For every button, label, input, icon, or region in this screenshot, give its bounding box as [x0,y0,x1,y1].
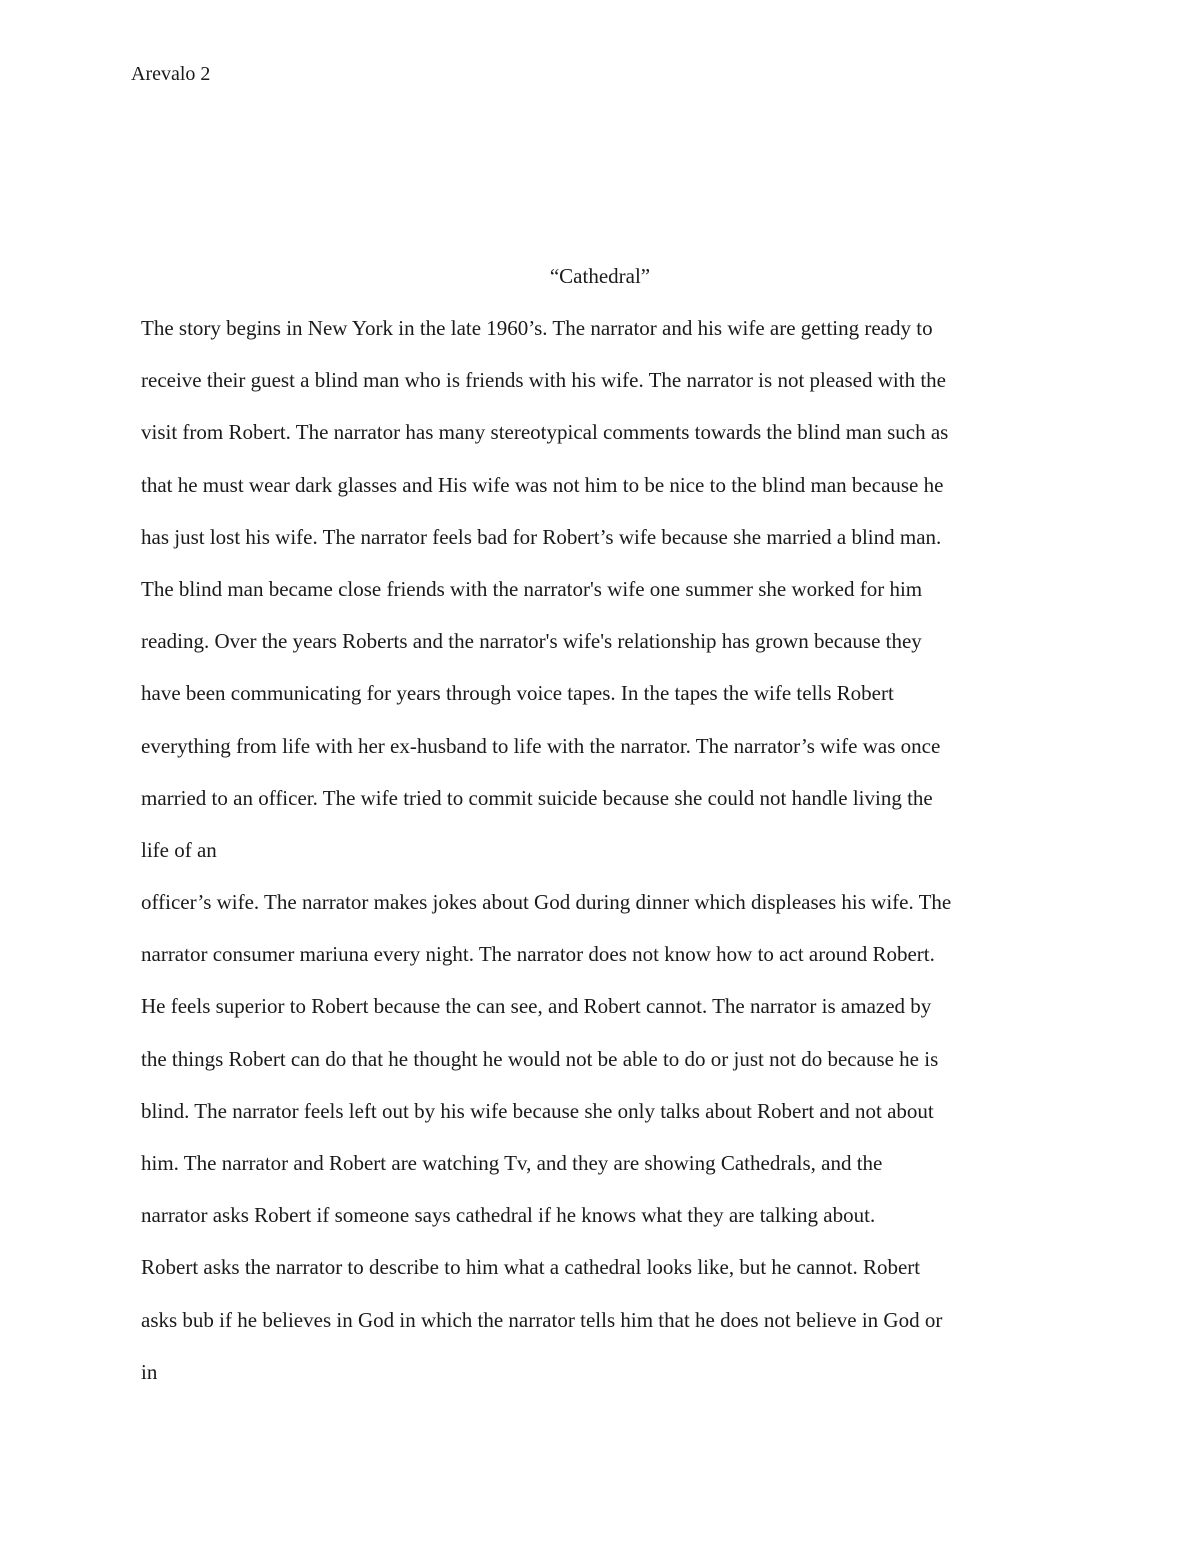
text-line: narrator asks Robert if someone says cathedral if he knows what they are talking about. [141,1203,876,1228]
text-line: in [141,1359,158,1384]
text-line: has just lost his wife. The narrator feels bad for Robert’s wife because she married a blind man. [141,524,942,549]
text-line: blind. The narrator feels left out by his wife because she only talks about Robert and not about [141,1098,934,1123]
running-header: Arevalo 2 [131,63,211,85]
text-line: Robert asks the narrator to describe to him what a cathedral looks like, but he cannot. Robert [141,1255,921,1280]
text-line: visit from Robert. The narrator has many stereotypical comments towards the blind man such as [141,420,949,445]
text-line: that he must wear dark glasses and His wife was not him to be nice to the blind man because he [141,472,944,497]
text-line: asks bub if he believes in God in which the narrator tells him that he does not believe in God or [141,1307,943,1332]
text-line: The blind man became close friends with the narrator's wife one summer she worked for him [141,576,923,601]
text-line: reading. Over the years Roberts and the narrator's wife's relationship has grown because they [141,629,922,654]
text-line: everything from life with her ex-husband to life with the narrator. The narrator’s wife was once [141,733,941,758]
text-line: narrator consumer mariuna every night. The narrator does not know how to act around Robert. [141,942,935,967]
text-line: He feels superior to Robert because the can see, and Robert cannot. The narrator is amazed by [141,994,932,1019]
text-line: married to an officer. The wife tried to commit suicide because she could not handle living the [141,785,933,810]
text-line: receive their guest a blind man who is friends with his wife. The narrator is not pleased with the [141,368,946,393]
text-line: The story begins in New York in the late 1960’s. The narrator and his wife are getting ready to [141,316,933,340]
essay-body [141,311,1101,1407]
text-line: officer’s wife. The narrator makes jokes about God during dinner which displeases his wife. The [141,890,952,915]
text-line: the things Robert can do that he thought he would not be able to do or just not do because he is [141,1046,939,1071]
text-line: have been communicating for years through voice tapes. In the tapes the wife tells Robert [141,681,894,706]
text-line: him. The narrator and Robert are watching Tv, and they are showing Cathedrals, and the [141,1151,883,1175]
document-title: “Cathedral” [549,264,651,288]
text-line: life of an [141,837,217,862]
